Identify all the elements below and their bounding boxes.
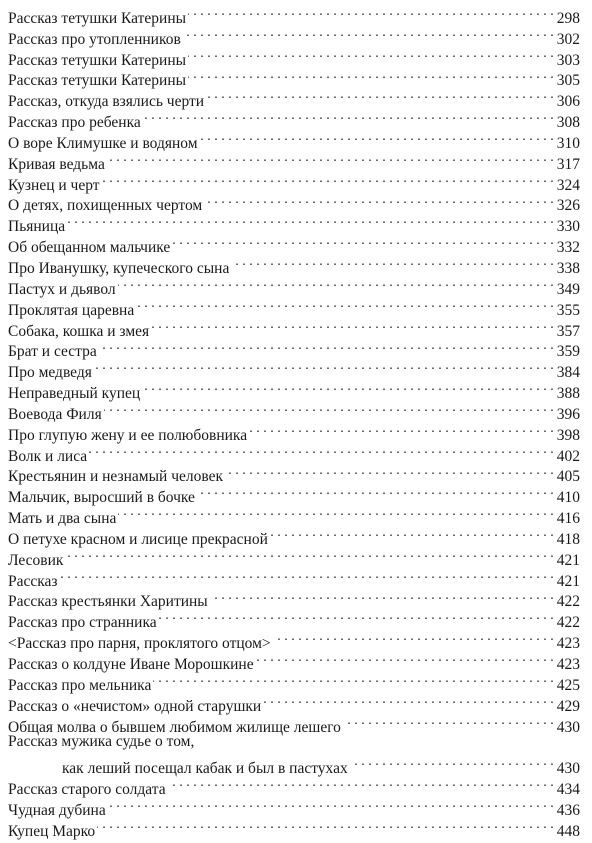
toc-entry-page: 430	[556, 760, 580, 778]
dot-leader	[188, 44, 554, 65]
toc-entry-title: Рассказ про утопленников	[8, 30, 181, 48]
dot-leader	[159, 606, 554, 627]
dot-leader	[183, 23, 554, 44]
dot-leader	[151, 315, 554, 336]
toc-entry-page: 357	[556, 322, 580, 340]
toc-entry-title: Лесовик	[8, 551, 64, 569]
toc-entry	[8, 356, 580, 382]
toc-entry-page: 402	[556, 447, 580, 465]
dot-leader	[94, 356, 554, 377]
toc-entry-title: Кузнец и черт	[8, 176, 100, 194]
table-of-contents	[8, 2, 580, 840]
toc-entry-title: Рассказ крестьянки Харитины	[8, 593, 208, 611]
dot-leader	[270, 523, 554, 544]
toc-entry-title: Крестьянин и незнамый человек	[8, 468, 223, 486]
dot-leader	[107, 148, 554, 169]
toc-entry-title: Рассказ тетушки Катерины	[8, 9, 187, 27]
toc-entry-page: 434	[556, 781, 580, 799]
toc-entry-page: 429	[556, 697, 580, 715]
toc-entry-page: 430	[556, 718, 580, 736]
toc-entry-title: Рассказ про ребенка	[8, 114, 141, 132]
toc-entry-page: 305	[556, 72, 580, 90]
toc-entry-page: 423	[556, 635, 580, 653]
toc-entry-title: Рассказ про странника	[8, 614, 157, 632]
toc-entry-title: <Рассказ про парня, проклятого отцом>	[8, 635, 271, 653]
toc-entry-page: 317	[556, 155, 580, 173]
toc-entry-page: 330	[556, 218, 580, 236]
dot-leader	[89, 440, 554, 461]
toc-entry	[8, 440, 580, 465]
toc-entry-title: Рассказ тетушки Катерины	[8, 72, 187, 90]
toc-entry-continuation	[8, 752, 580, 778]
dot-leader	[200, 127, 554, 148]
toc-entry-page: 410	[556, 489, 580, 507]
dot-leader	[263, 690, 554, 711]
toc-entry-title: Рассказ старого солдата	[8, 781, 166, 799]
toc-entry-title: О воре Климушке и водяном	[8, 134, 198, 152]
dot-leader	[350, 752, 554, 773]
toc-entry-title: Про глупую жену и ее полюбовника	[8, 426, 248, 444]
toc-entry-page: 448	[556, 822, 580, 840]
dot-leader	[102, 169, 554, 190]
toc-entry-title: Проклятая царевна	[8, 301, 135, 319]
toc-entry-page: 388	[556, 385, 580, 403]
dot-leader	[225, 461, 554, 482]
toc-entry-title: Рассказ	[8, 572, 58, 590]
toc-entry-title: Об обещанном мальчике	[8, 239, 171, 257]
toc-entry-title: Купец Марко	[8, 822, 96, 840]
dot-leader	[142, 377, 554, 398]
dot-leader	[256, 648, 554, 669]
toc-entry-page: 332	[556, 239, 580, 257]
toc-entry	[8, 544, 580, 569]
toc-entry-page: 396	[556, 405, 580, 423]
dot-leader	[249, 419, 554, 440]
toc-entry-title: Рассказ тетушки Катерины	[8, 51, 187, 69]
dot-leader	[168, 773, 554, 794]
toc-entry	[8, 2, 580, 27]
dot-leader	[60, 565, 554, 586]
dot-leader	[118, 502, 553, 523]
toc-entry-title: Собака, кошка и змея	[8, 322, 150, 340]
toc-entry-title: Брат и сестра	[8, 343, 97, 361]
toc-entry-title: Общая молва о бывшем любимом жилище лешего	[8, 718, 341, 736]
toc-entry-title: Кривая ведьма	[8, 155, 105, 173]
toc-entry-page: 421	[556, 551, 580, 569]
dot-leader	[153, 669, 553, 690]
toc-entry-title: Мать и два сына	[8, 510, 117, 528]
toc-entry-page: 422	[556, 593, 580, 611]
toc-entry-page: 349	[556, 280, 580, 298]
toc-entry-title: Мальчик, выросший в бочке	[8, 489, 195, 507]
toc-entry-page: 298	[556, 9, 580, 27]
toc-entry	[8, 565, 580, 590]
toc-entry-title: Воевода Филя	[8, 405, 102, 423]
toc-entry-page: 359	[556, 343, 580, 361]
toc-entry-page: 303	[556, 51, 580, 69]
toc-entry-title: О петухе красном и лисице прекрасной	[8, 530, 268, 548]
dot-leader	[104, 398, 554, 419]
toc-entry-title: Неправедный купец	[8, 385, 141, 403]
dot-leader	[197, 481, 554, 502]
toc-entry-title: Рассказ, откуда взялись черти	[8, 93, 205, 111]
dot-leader	[343, 711, 554, 732]
toc-entry-title: Чудная дубина	[8, 801, 106, 819]
dot-leader	[136, 294, 554, 315]
toc-entry-page: 355	[556, 301, 580, 319]
toc-entry-title: Рассказ о «нечистом» одной старушки	[8, 697, 262, 715]
toc-entry-page: 302	[556, 30, 580, 48]
toc-entry-page: 423	[556, 656, 580, 673]
toc-entry-title: Про Иванушку, купеческого сына	[8, 259, 230, 277]
dot-leader	[143, 106, 554, 127]
toc-entry-page: 416	[556, 510, 580, 528]
dot-leader	[204, 190, 554, 211]
toc-entry	[8, 210, 580, 236]
toc-entry-page: 308	[556, 114, 580, 132]
toc-entry-title: Волк и лиса	[8, 447, 88, 465]
toc-entry-page: 436	[556, 801, 580, 819]
toc-entry-title: Рассказ мужика судье о том,	[8, 732, 195, 750]
dot-leader	[118, 273, 554, 294]
dot-leader	[188, 2, 554, 23]
toc-entry-page: 405	[556, 468, 580, 486]
toc-entry-page: 384	[556, 364, 580, 382]
dot-leader	[172, 231, 553, 252]
toc-entry-page: 418	[556, 530, 580, 548]
toc-entry-page: 326	[556, 197, 580, 215]
toc-entry-title: Пьяница	[8, 218, 66, 236]
toc-entry-page: 310	[556, 134, 580, 152]
toc-entry-page: 425	[556, 676, 580, 694]
dot-leader	[99, 336, 554, 357]
toc-entry-title: Рассказ про мельника	[8, 676, 152, 694]
dot-leader	[231, 252, 553, 273]
dot-leader	[108, 794, 554, 815]
dot-leader	[65, 544, 553, 565]
toc-entry-page: 398	[556, 426, 580, 444]
toc-entry-page: 338	[556, 259, 580, 277]
toc-entry-page: 306	[556, 93, 580, 111]
toc-entry	[8, 586, 580, 611]
toc-entry-page: 324	[556, 176, 580, 194]
dot-leader	[188, 65, 554, 86]
dot-leader	[210, 586, 554, 607]
toc-entry-page: 422	[556, 614, 580, 632]
dot-leader	[97, 815, 554, 836]
toc-entry-title: Пастух и дьявол	[8, 280, 116, 298]
toc-entry	[8, 461, 580, 486]
dot-leader	[67, 210, 554, 231]
toc-entry	[8, 231, 580, 257]
toc-entry-title: О детях, похищенных чертом	[8, 197, 203, 215]
dot-leader	[273, 627, 554, 648]
toc-entry-title-continued: как леший посещал кабак и был в пастухах	[62, 760, 348, 778]
toc-entry-title: Про медведя	[8, 364, 92, 382]
toc-entry-page: 421	[556, 572, 580, 590]
dot-leader	[206, 85, 554, 106]
toc-entry-title: Рассказ о колдуне Иване Морошкине	[8, 656, 254, 673]
